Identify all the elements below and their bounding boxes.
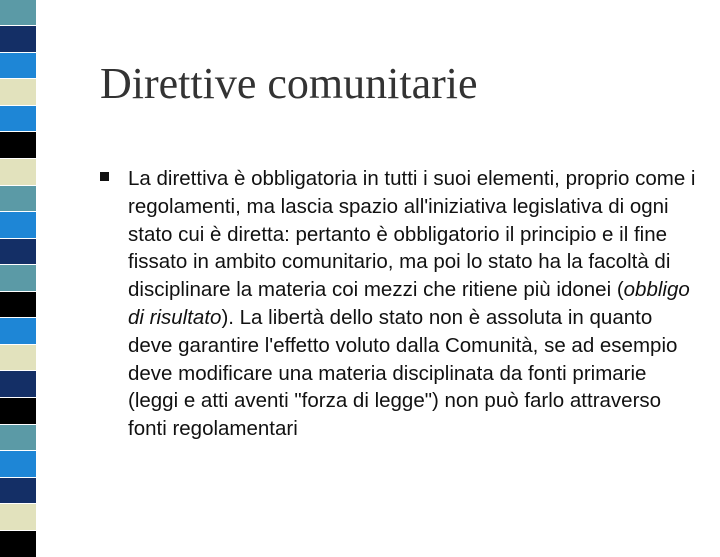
square-bullet-icon bbox=[100, 172, 109, 181]
stripe-block bbox=[0, 132, 37, 158]
bullet-text-start: La direttiva è obbligatoria in tutti i suoi elementi, proprio come i regolamenti, ma lascia spazio all'iniziativa legislativa di ogni stato cui è diretta: pertanto è obbligatorio il principio e il fine fissato in ambito comunitario, ma poi lo stato ha la facoltà di disciplinare la materia coi mezzi che ritiene più idonei ( bbox=[128, 167, 696, 302]
slide-title: Direttive comunitarie bbox=[100, 59, 478, 108]
stripe-block bbox=[0, 79, 37, 105]
stripe-block bbox=[0, 504, 37, 530]
stripe-block bbox=[0, 531, 37, 557]
bullet-text-italic: obbligo di risultato bbox=[128, 278, 690, 329]
stripe-block bbox=[0, 26, 37, 52]
stripe-block bbox=[0, 212, 37, 238]
decorative-stripe bbox=[0, 0, 66, 540]
stripe-block bbox=[0, 0, 37, 25]
stripe-block bbox=[0, 186, 37, 211]
stripe-block bbox=[0, 371, 37, 397]
stripe-block bbox=[0, 239, 37, 264]
stripe-block bbox=[0, 478, 37, 503]
stripe-block bbox=[0, 425, 37, 450]
stripe-block bbox=[0, 292, 37, 317]
stripe-block bbox=[0, 345, 37, 370]
stripe-block bbox=[0, 265, 37, 291]
bullet-text-end: ). La libertà dello stato non è assoluta in quanto deve garantire l'effetto voluto dalla Comunità, se ad esempio deve modificare una materia disciplinata da fonti primarie (leggi e atti aventi "forza di legge") non può farlo attraverso fonti regolamentari bbox=[128, 305, 678, 441]
stripe-block bbox=[0, 451, 37, 477]
stripe-block bbox=[0, 318, 37, 344]
stripe-block bbox=[0, 53, 37, 78]
bullet-text bbox=[128, 165, 698, 443]
stripe-block bbox=[0, 398, 37, 424]
stripe-block bbox=[0, 159, 37, 185]
stripe-block bbox=[0, 106, 37, 131]
